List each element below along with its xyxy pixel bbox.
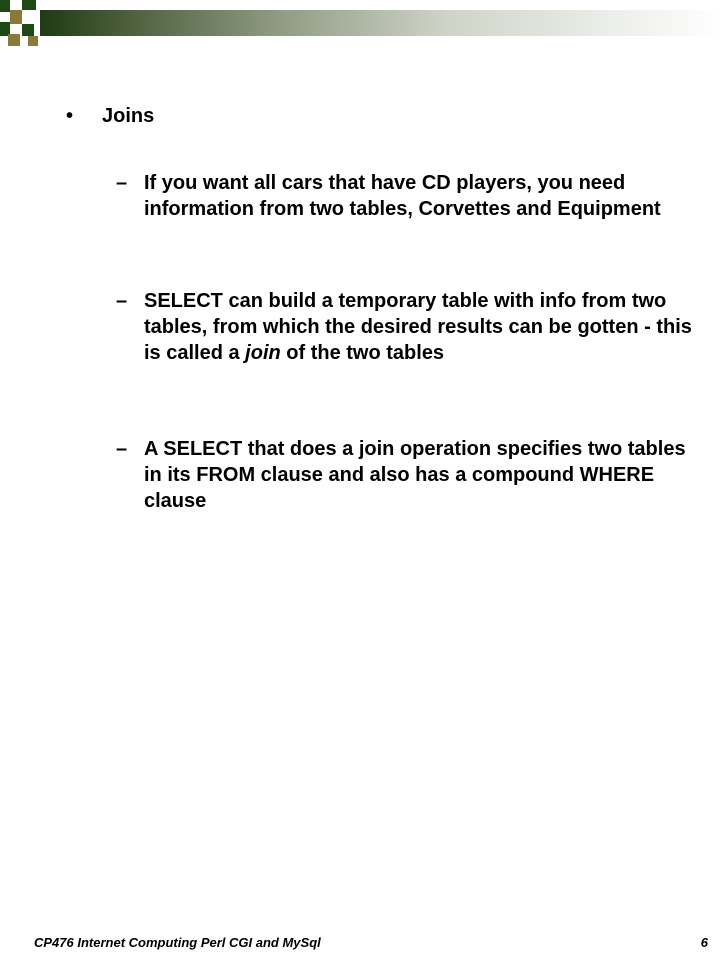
- sub-item-text: If you want all cars that have CD players, you need information from two tables, Corvettes and Equipment: [144, 172, 661, 220]
- sub-item-text: [144, 288, 706, 366]
- bullet-marker: •: [66, 105, 74, 127]
- sub-item-text: A SELECT that does a join operation specifies two tables in its FROM clause and also has a compound WHERE clause: [144, 438, 686, 512]
- decor-square: [10, 10, 22, 24]
- footer-title: CP476 Internet Computing Perl CGI and MySql: [34, 935, 321, 950]
- decor-square: [22, 0, 36, 10]
- slide-footer: [34, 935, 708, 950]
- dash-marker: –: [116, 290, 128, 312]
- sub-item-text-post: of the two tables: [280, 342, 445, 364]
- sub-item-text-pre: SELECT can build a temporary table with info from two tables, from which the desired results can be gotten - this is called a: [144, 290, 692, 364]
- dash-marker: –: [116, 438, 128, 460]
- sub-item-1: [116, 170, 706, 222]
- decor-square: [8, 34, 20, 46]
- sub-item-3: [116, 436, 706, 514]
- header-decoration: [0, 0, 720, 60]
- heading-text: Joins: [102, 105, 155, 127]
- bullet-heading: [66, 104, 154, 128]
- sub-item-2: [116, 288, 706, 366]
- decor-square: [22, 24, 34, 36]
- sub-item-text-emphasis: join: [245, 342, 281, 364]
- decor-square: [0, 0, 10, 12]
- page-number: 6: [700, 935, 708, 950]
- decor-square: [28, 36, 38, 46]
- dash-marker: –: [116, 172, 128, 194]
- header-gradient-bar: [40, 10, 720, 36]
